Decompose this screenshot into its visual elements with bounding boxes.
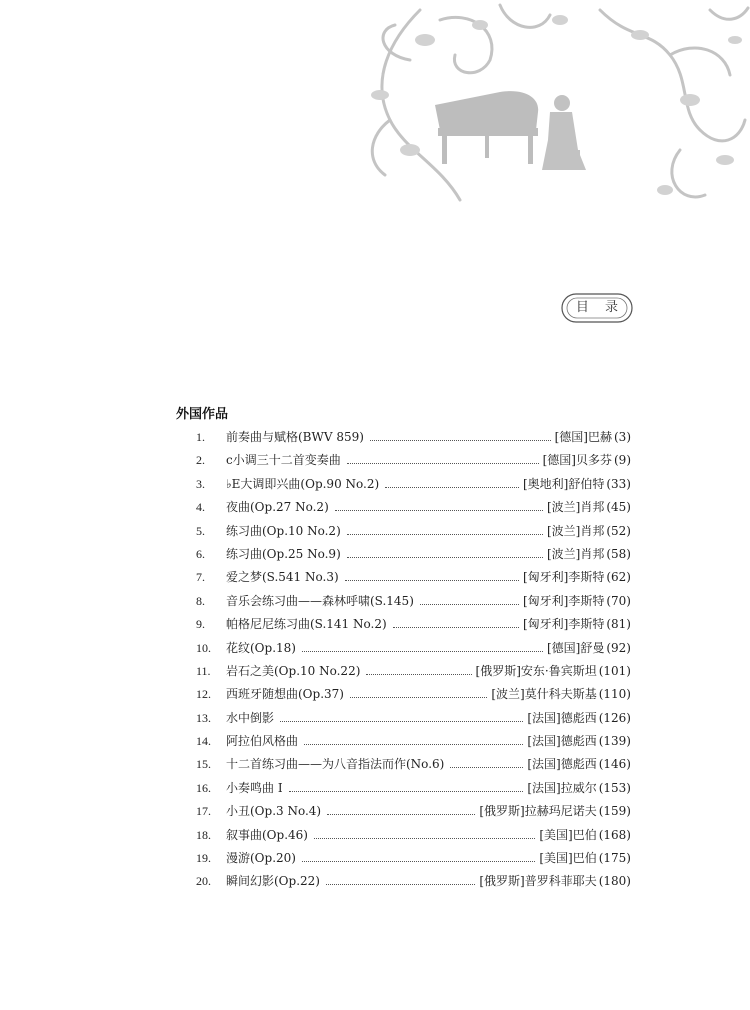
entry-title: 花纹(Op.18): [226, 640, 296, 655]
dot-leader: [326, 884, 475, 885]
dot-leader: [345, 580, 519, 581]
toc-list: [196, 428, 631, 896]
entry-number: 17.: [196, 804, 211, 819]
entry-page: (58): [606, 546, 631, 561]
entry-page: (45): [606, 500, 631, 515]
entry-title: c小调三十二首变奏曲: [226, 453, 341, 468]
entry-title: 夜曲(Op.27 No.2): [226, 500, 329, 515]
toc-entry[interactable]: [196, 451, 631, 474]
entry-number: 9.: [196, 617, 205, 632]
toc-entry[interactable]: [196, 498, 631, 521]
entry-page: (92): [606, 640, 631, 655]
toc-entry[interactable]: [196, 639, 631, 662]
entry-composer: [德国]贝多芬: [542, 453, 612, 468]
entry-number: 20.: [196, 874, 211, 889]
toc-entry[interactable]: [196, 475, 631, 498]
entry-composer: [俄罗斯]安东·鲁宾斯坦: [475, 663, 597, 678]
entry-composer: [匈牙利]李斯特: [522, 570, 605, 585]
dot-leader: [327, 814, 475, 815]
toc-entry[interactable]: [196, 732, 631, 755]
entry-title: 瞬间幻影(Op.22): [226, 874, 320, 889]
toc-entry[interactable]: [196, 872, 631, 895]
entry-page: (70): [606, 593, 631, 608]
entry-number: 13.: [196, 710, 211, 725]
dot-leader: [314, 838, 535, 839]
toc-entry[interactable]: [196, 802, 631, 825]
entry-number: 2.: [196, 453, 205, 468]
entry-page: (175): [598, 851, 631, 866]
entry-composer: [法国]德彪西: [527, 734, 597, 749]
dot-leader: [289, 791, 524, 792]
piano-player-vine-ornament-icon: [350, 0, 750, 235]
entry-page: (81): [606, 617, 631, 632]
entry-number: 11.: [196, 663, 211, 678]
dot-leader: [350, 697, 487, 698]
entry-page: (180): [598, 874, 631, 889]
dot-leader: [393, 627, 519, 628]
toc-entry[interactable]: [196, 849, 631, 872]
entry-page: (3): [614, 430, 631, 444]
entry-title: ♭E大调即兴曲(Op.90 No.2): [226, 476, 380, 491]
toc-entry[interactable]: [196, 826, 631, 849]
toc-entry[interactable]: [196, 545, 631, 568]
entry-composer: [奥地利]舒伯特: [522, 476, 605, 491]
entry-title: 阿拉伯风格曲: [226, 734, 299, 749]
toc-entry[interactable]: [196, 662, 631, 685]
entry-title: 岩石之美(Op.10 No.22): [226, 663, 361, 678]
entry-title: 练习曲(Op.10 No.2): [226, 523, 341, 538]
entry-number: 3.: [196, 476, 205, 491]
entry-page: (101): [598, 663, 631, 678]
toc-entry[interactable]: [196, 568, 631, 591]
entry-title: 音乐会练习曲——森林呼啸(S.145): [226, 593, 414, 608]
dot-leader: [347, 534, 543, 535]
entry-title: 练习曲(Op.25 No.9): [226, 546, 341, 561]
entry-composer: [美国]巴伯: [539, 827, 597, 842]
toc-badge: [561, 293, 633, 323]
entry-page: (139): [598, 734, 631, 749]
dot-leader: [347, 557, 543, 558]
entry-page: (126): [598, 710, 631, 725]
section-title: 外国作品: [176, 407, 229, 422]
entry-composer: [德国]巴赫: [554, 430, 612, 444]
dot-leader: [370, 440, 551, 441]
entry-title: 叙事曲(Op.46): [226, 827, 308, 842]
entry-composer: [法国]德彪西: [527, 757, 597, 772]
entry-title: 前奏曲与赋格(BWV 859): [226, 430, 364, 444]
entry-page: (159): [598, 804, 631, 819]
dot-leader: [302, 651, 543, 652]
entry-composer: [法国]德彪西: [527, 710, 597, 725]
entry-composer: [波兰]肖邦: [546, 500, 605, 515]
toc-entry[interactable]: [196, 709, 631, 732]
entry-number: 10.: [196, 640, 211, 655]
entry-title: 小丑(Op.3 No.4): [226, 804, 322, 819]
dot-leader: [420, 604, 519, 605]
entry-composer: [俄罗斯]拉赫玛尼诺夫: [479, 804, 597, 819]
entry-number: 14.: [196, 734, 211, 749]
entry-number: 15.: [196, 757, 211, 772]
entry-composer: [德国]舒曼: [546, 640, 605, 655]
entry-composer: [匈牙利]李斯特: [522, 593, 605, 608]
entry-number: 4.: [196, 500, 205, 515]
toc-entry[interactable]: [196, 685, 631, 708]
entry-number: 18.: [196, 827, 211, 842]
entry-number: 5.: [196, 523, 205, 538]
entry-composer: [匈牙利]李斯特: [522, 617, 605, 632]
entry-page: (153): [598, 780, 631, 795]
entry-title: 小奏鸣曲 Ⅰ: [226, 780, 283, 795]
dot-leader: [385, 487, 519, 488]
entry-number: 16.: [196, 780, 211, 795]
entry-page: (52): [606, 523, 631, 538]
entry-composer: [美国]巴伯: [539, 851, 597, 866]
entry-number: 19.: [196, 851, 211, 866]
toc-entry[interactable]: [196, 755, 631, 778]
entry-page: (146): [598, 757, 631, 772]
toc-entry[interactable]: [196, 428, 631, 451]
dot-leader: [304, 744, 523, 745]
toc-entry[interactable]: [196, 615, 631, 638]
entry-number: 12.: [196, 687, 211, 702]
entry-title: 西班牙随想曲(Op.37): [226, 687, 344, 702]
toc-entry[interactable]: [196, 779, 631, 802]
toc-entry[interactable]: [196, 592, 631, 615]
dot-leader: [366, 674, 471, 675]
entry-title: 爱之梦(S.541 No.3): [226, 570, 339, 585]
entry-title: 漫游(Op.20): [226, 851, 296, 866]
dot-leader: [335, 510, 543, 511]
entry-page: (33): [606, 476, 631, 491]
entry-title: 帕格尼尼练习曲(S.141 No.2): [226, 617, 387, 632]
toc-entry[interactable]: [196, 522, 631, 545]
dot-leader: [450, 767, 523, 768]
toc-title: 目 录: [575, 300, 625, 315]
dot-leader: [347, 463, 539, 464]
entry-number: 8.: [196, 593, 205, 608]
entry-page: (62): [606, 570, 631, 585]
entry-composer: [波兰]肖邦: [546, 523, 605, 538]
entry-number: 1.: [196, 430, 205, 444]
entry-page: (9): [614, 453, 631, 468]
entry-number: 6.: [196, 546, 205, 561]
entry-page: (110): [598, 687, 631, 702]
entry-composer: [法国]拉威尔: [527, 780, 597, 795]
dot-leader: [280, 721, 523, 722]
entry-title: 十二首练习曲——为八音指法而作(No.6): [226, 757, 445, 772]
entry-composer: [波兰]肖邦: [546, 546, 605, 561]
entry-page: (168): [598, 827, 631, 842]
entry-title: 水中倒影: [226, 710, 275, 725]
entry-composer: [波兰]莫什科夫斯基: [491, 687, 597, 702]
entry-number: 7.: [196, 570, 205, 585]
entry-composer: [俄罗斯]普罗科菲耶夫: [479, 874, 597, 889]
dot-leader: [302, 861, 535, 862]
